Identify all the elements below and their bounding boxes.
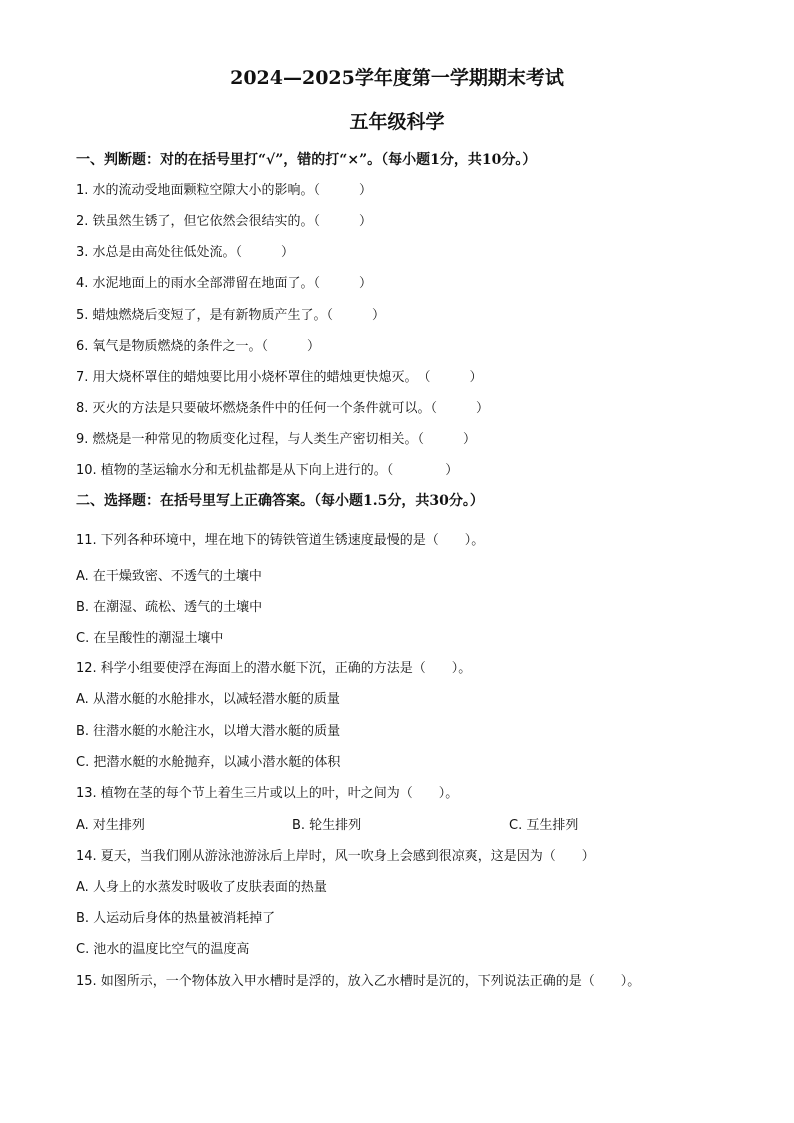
question-3: 3. 水总是由高处往低处流。（ ） (76, 245, 295, 260)
question-13-option-a: A. 对生排列 (76, 818, 145, 833)
question-4: 4. 水泥地面上的雨水全部滞留在地面了。（ ） (76, 276, 373, 291)
question-12: 12. 科学小组要使浮在海面上的潜水艇下沉，正确的方法是（ ）。 (76, 661, 472, 676)
section-heading-true-false: 一、判断题：对的在括号里打“√”，错的打“×”。（每小题1分，共10分。） (76, 152, 537, 168)
question-12-option-c: C. 把潜水艇的水舱抛弃，以减小潜水艇的体积 (76, 755, 341, 770)
question-11-option-c: C. 在呈酸性的潮湿土壤中 (76, 631, 224, 646)
question-14-option-b: B. 人运动后身体的热量被消耗掉了 (76, 911, 276, 926)
question-8: 8. 灭火的方法是只要破坏燃烧条件中的任何一个条件就可以。（ ） (76, 401, 490, 416)
exam-subtitle: 五年级科学 (349, 111, 445, 133)
question-13-option-b: B. 轮生排列 (292, 818, 362, 833)
question-14: 14. 夏天，当我们刚从游泳池游泳后上岸时，风一吹身上会感到很凉爽，这是因为（ ） (76, 849, 595, 864)
question-12-option-a: A. 从潜水艇的水舱排水，以减轻潜水艇的质量 (76, 692, 340, 707)
question-13-option-c: C. 互生排列 (509, 818, 579, 833)
question-9: 9. 燃烧是一种常见的物质变化过程，与人类生产密切相关。（ ） (76, 432, 477, 447)
section-heading-multiple-choice: 二、选择题：在括号里写上正确答案。（每小题1.5分，共30分。） (76, 493, 484, 509)
question-6: 6. 氧气是物质燃烧的条件之一。（ ） (76, 339, 321, 354)
exam-title: 2024—2025学年度第一学期期末考试 (230, 67, 564, 89)
question-15: 15. 如图所示，一个物体放入甲水槽时是浮的，放入乙水槽时是沉的，下列说法正确的是（ ）。 (76, 974, 641, 989)
question-14-option-c: C. 池水的温度比空气的温度高 (76, 942, 250, 957)
question-11: 11. 下列各种环境中，埋在地下的铸铁管道生锈速度最慢的是（ ）。 (76, 533, 485, 548)
question-13: 13. 植物在茎的每个节上着生三片或以上的叶，叶之间为（ ）。 (76, 786, 459, 801)
question-11-option-a: A. 在干燥致密、不透气的土壤中 (76, 569, 262, 584)
question-10: 10. 植物的茎运输水分和无机盐都是从下向上进行的。（ ） (76, 463, 459, 478)
question-1: 1. 水的流动受地面颗粒空隙大小的影响。（ ） (76, 183, 373, 198)
question-5: 5. 蜡烛燃烧后变短了，是有新物质产生了。（ ） (76, 308, 386, 323)
question-7: 7. 用大烧杯罩住的蜡烛要比用小烧杯罩住的蜡烛更快熄灭。 （ ） (76, 370, 483, 385)
question-11-option-b: B. 在潮湿、疏松、透气的土壤中 (76, 600, 263, 615)
question-12-option-b: B. 往潜水艇的水舱注水，以增大潜水艇的质量 (76, 724, 341, 739)
question-14-option-a: A. 人身上的水蒸发时吸收了皮肤表面的热量 (76, 880, 327, 895)
question-2: 2. 铁虽然生锈了，但它依然会很结实的。（ ） (76, 214, 373, 229)
